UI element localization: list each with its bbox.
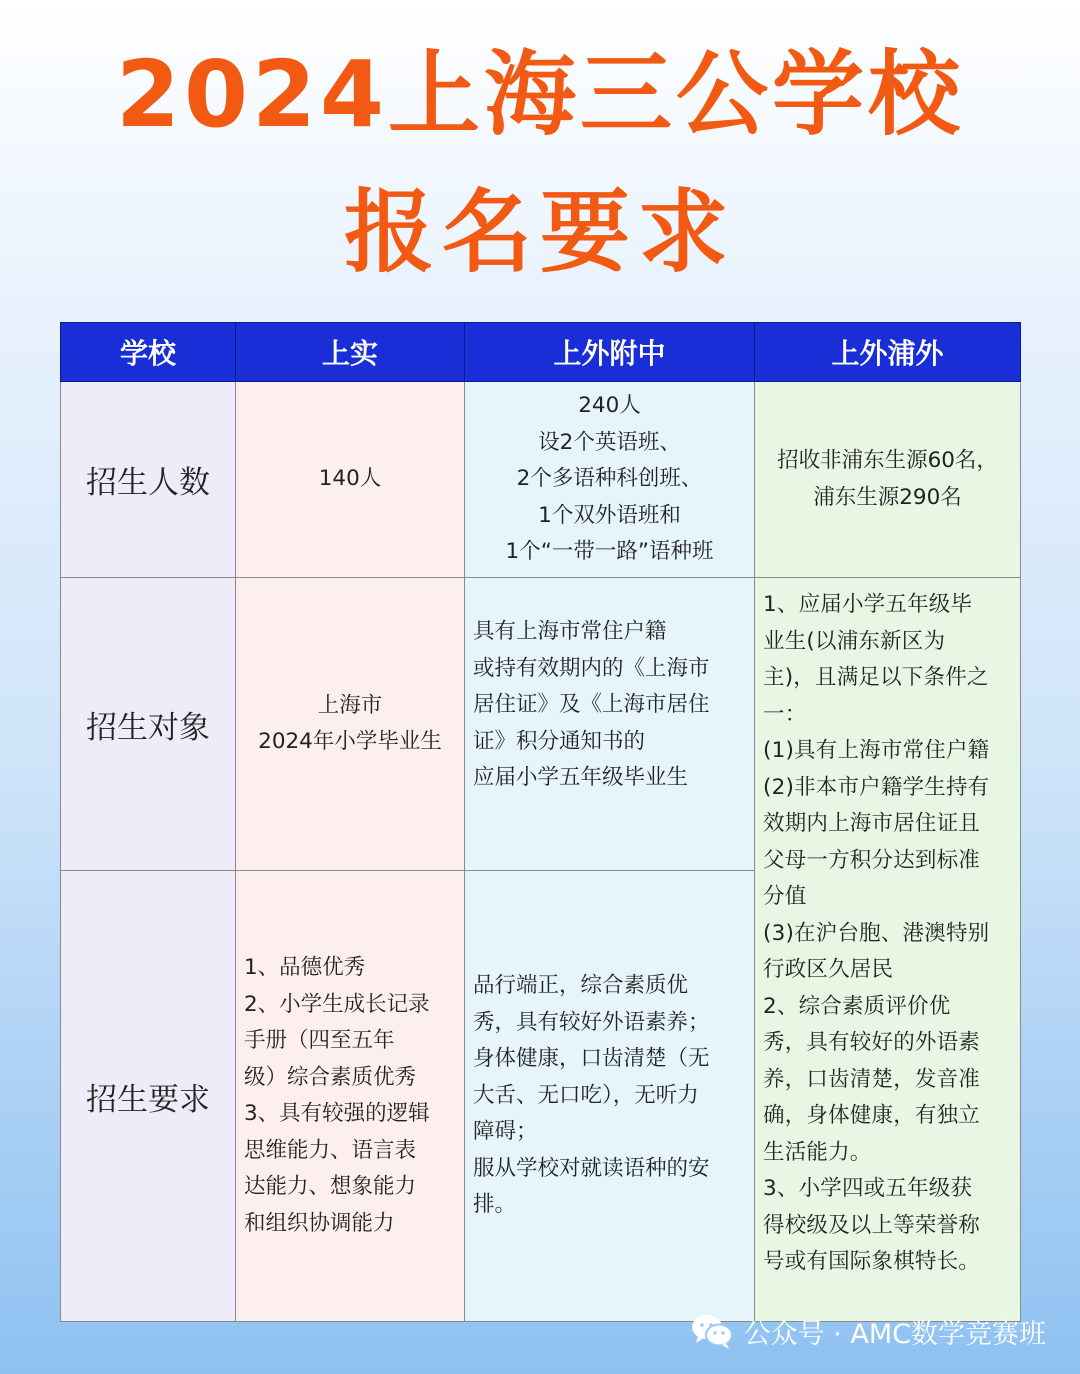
cell-line: 分值 xyxy=(763,884,807,909)
cell-line: 上海市 xyxy=(317,692,383,718)
cell-line: 2个多语种科创班、 xyxy=(516,466,703,492)
cell-line: 手册（四至五年 xyxy=(244,1028,395,1053)
cell-line: 品行端正，综合素质优 xyxy=(473,973,689,999)
cell-line: 确，身体健康，有独立 xyxy=(763,1103,981,1128)
row-label-requirements: 招生要求 xyxy=(61,871,236,1322)
row-label-enrollment: 招生人数 xyxy=(61,382,236,578)
cell-line: 障碍； xyxy=(473,1119,538,1145)
cell-line: 级）综合素质优秀 xyxy=(244,1064,417,1090)
cell-line: 1、品德优秀 xyxy=(244,955,366,980)
cell-line: 2024年小学毕业生 xyxy=(258,729,442,754)
header-pwai: 上外浦外 xyxy=(755,323,1021,382)
cell-line: (2)非本市户籍学生持有 xyxy=(763,774,990,800)
cell-line: 应届小学五年级毕业生 xyxy=(473,765,689,790)
cell-line: 号或有国际象棋特长。 xyxy=(763,1249,981,1274)
cell-line: 1个双外语班和 xyxy=(538,502,681,528)
cell-requirements-shishi xyxy=(236,871,465,1322)
cell-line: 得校级及以上等荣誉称 xyxy=(763,1212,981,1238)
cell-line: 大舌、无口吃），无听力 xyxy=(473,1082,699,1108)
cell-line: 240人 xyxy=(578,393,641,419)
cell-line: 3、具有较强的逻辑 xyxy=(244,1101,430,1126)
header-school: 学校 xyxy=(61,323,236,382)
cell-line: 2、综合素质评价优 xyxy=(763,993,951,1019)
cell-line: 业生(以浦东新区为 xyxy=(763,628,946,654)
cell-target-shishi xyxy=(236,578,465,871)
header-waifu: 上外附中 xyxy=(465,323,755,382)
table-row-target xyxy=(61,578,1021,871)
cell-line: 达能力、想象能力 xyxy=(244,1174,417,1199)
admission-requirements-table xyxy=(60,322,1021,1322)
cell-line: 秀，具有较好外语素养； xyxy=(473,1009,710,1035)
cell-line: 和组织协调能力 xyxy=(244,1210,395,1236)
cell-line: (1)具有上海市常住户籍 xyxy=(763,738,990,763)
cell-line: 养，口齿清楚，发音准 xyxy=(763,1066,981,1092)
page-title: 2024上海三公学校 xyxy=(115,41,965,148)
footer-text: 公众号 · AMC数学竞赛班 xyxy=(743,1318,1046,1350)
cell-enrollment-waifu xyxy=(465,382,755,578)
cell-line: 居住证》及《上海市居住 xyxy=(473,692,710,717)
cell-line: 生活能力。 xyxy=(763,1139,872,1165)
cell-target-waifu xyxy=(465,578,755,871)
wechat-icon xyxy=(690,1312,734,1350)
cell-line: 或持有效期内的《上海市 xyxy=(473,655,710,681)
cell-line: 父母一方积分达到标准 xyxy=(763,847,981,873)
cell-line: 排。 xyxy=(473,1192,517,1218)
cell-line: 具有上海市常住户籍 xyxy=(473,619,667,644)
cell-line: 行政区久居民 xyxy=(763,957,894,982)
cell-line: 身体健康，口齿清楚（无 xyxy=(473,1046,710,1072)
table-header-row xyxy=(61,323,1021,382)
row-label-target: 招生对象 xyxy=(61,578,236,871)
cell-line: 招收非浦东生源60名， xyxy=(777,448,998,473)
cell-line: 主)，且满足以下条件之 xyxy=(763,665,989,690)
cell-line: 服从学校对就读语种的安 xyxy=(473,1155,710,1181)
cell-line: 1、应届小学五年级毕 xyxy=(763,592,973,617)
cell-line: 证》积分通知书的 xyxy=(473,728,646,754)
cell-requirements-waifu xyxy=(465,871,755,1322)
footer-watermark xyxy=(690,1308,1046,1354)
cell-line: 140人 xyxy=(318,466,382,492)
cell-line: (3)在沪台胞、港澳特别 xyxy=(763,920,990,946)
header-shishi: 上实 xyxy=(236,323,465,382)
cell-line: 效期内上海市居住证且 xyxy=(763,811,981,836)
cell-enrollment-pwai xyxy=(755,382,1021,578)
cell-line: 思维能力、语言表 xyxy=(244,1137,417,1163)
cell-enrollment-shishi xyxy=(236,382,465,578)
page-subtitle: 报名要求 xyxy=(344,180,736,285)
cell-line: 秀，具有较好的外语素 xyxy=(763,1030,981,1055)
cell-line: 3、小学四或五年级获 xyxy=(763,1176,973,1201)
cell-line: 2、小学生成长记录 xyxy=(244,991,430,1017)
cell-line: 设2个英语班、 xyxy=(538,429,681,455)
table-row-enrollment xyxy=(61,382,1021,578)
cell-line: 一： xyxy=(763,701,807,727)
cell-line: 1个“一带一路”语种班 xyxy=(505,539,714,565)
cell-target-requirements-pwai xyxy=(755,578,1021,1322)
cell-line: 浦东生源290名 xyxy=(813,484,962,510)
